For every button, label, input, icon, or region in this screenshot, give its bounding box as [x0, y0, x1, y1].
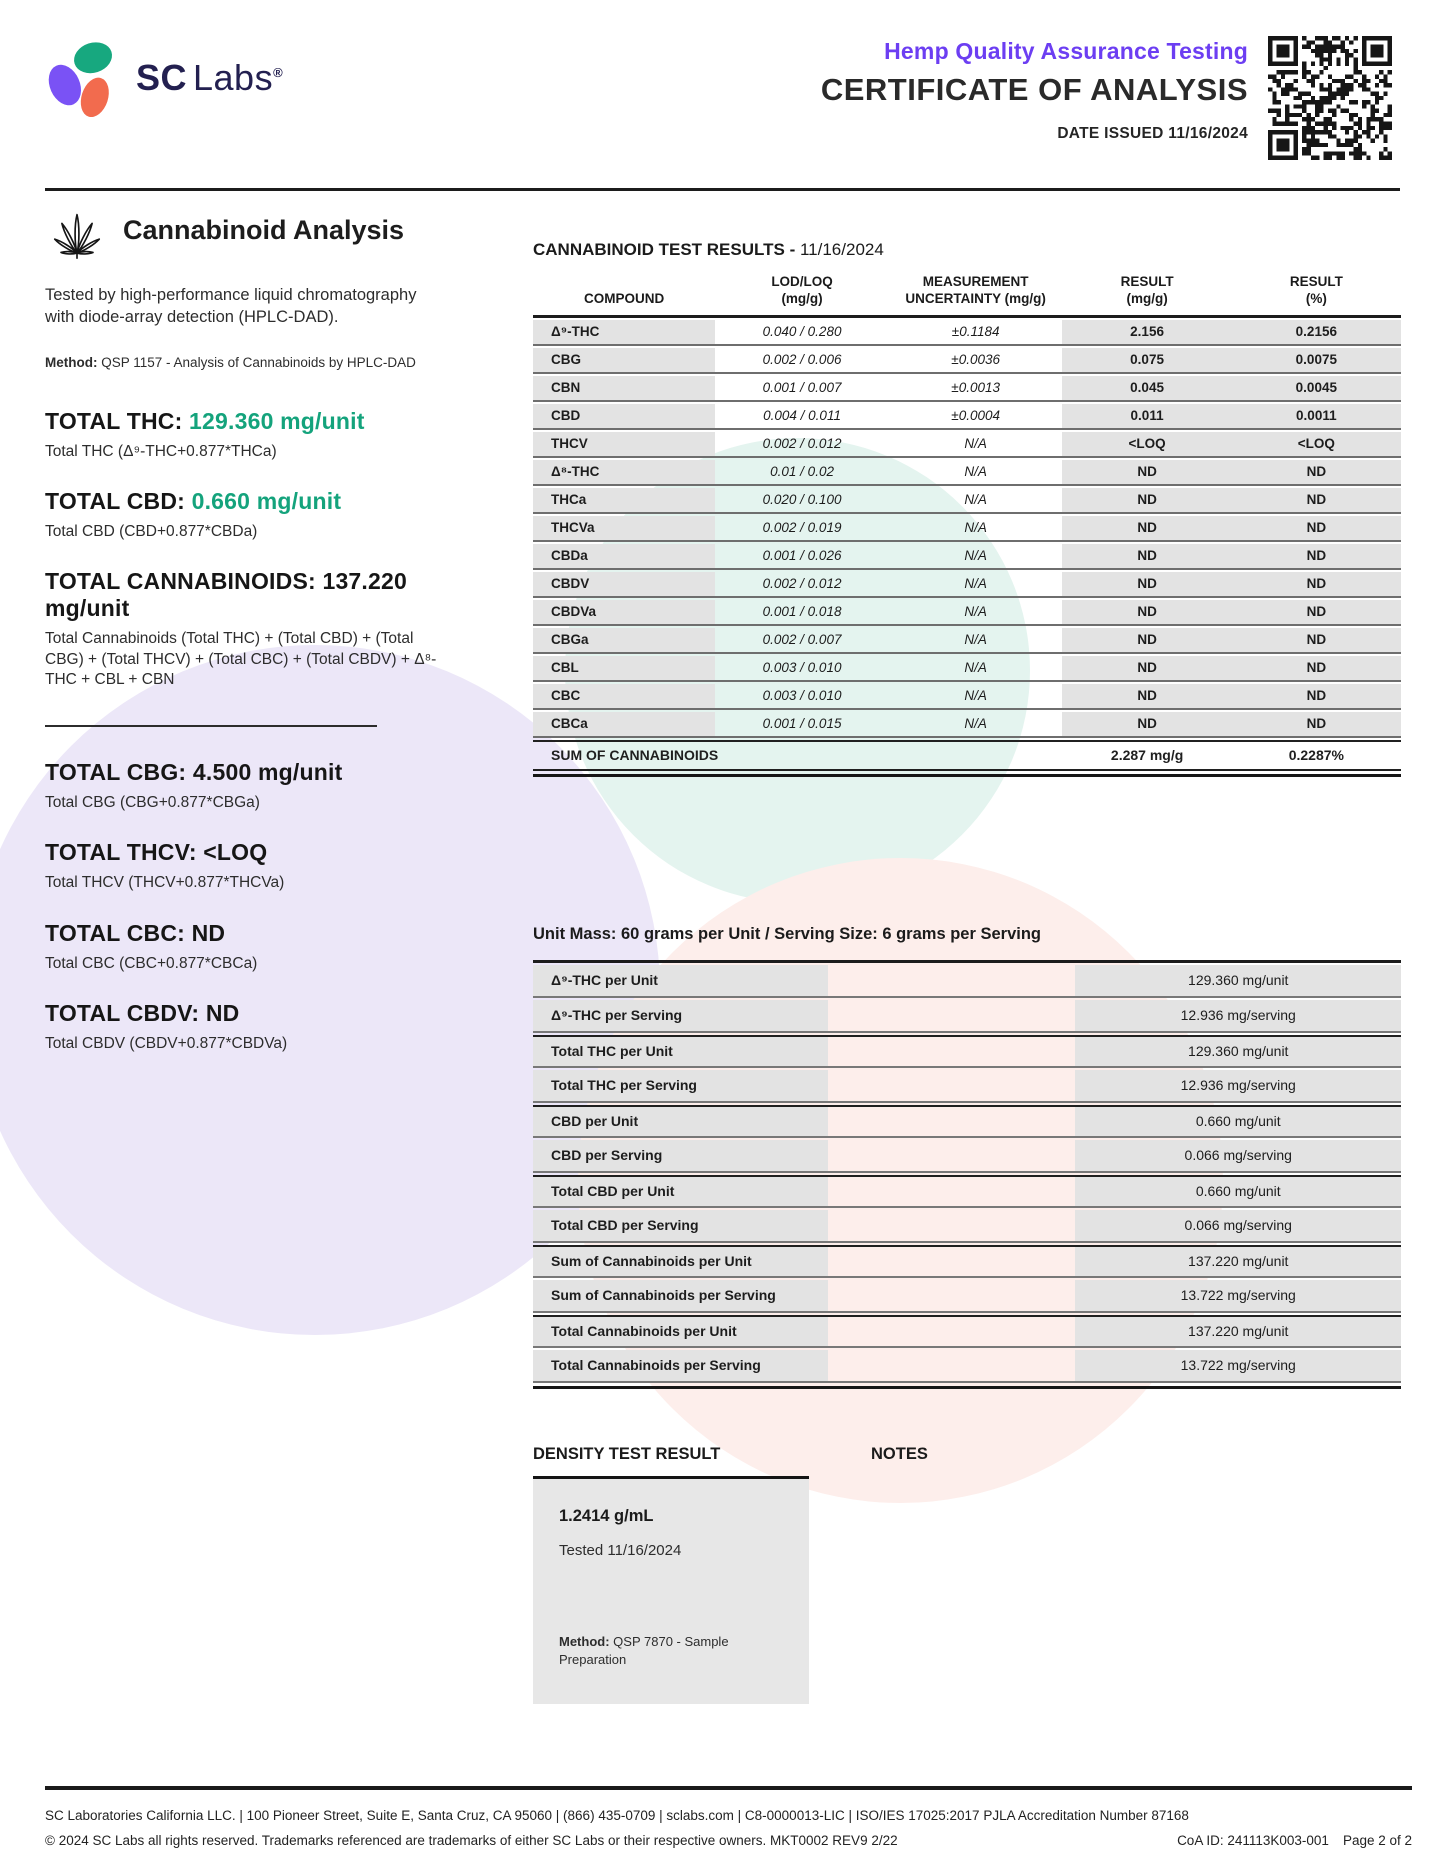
notes-slot — [871, 1445, 928, 1704]
total-label: TOTAL CBG: — [45, 758, 187, 785]
qr-code — [1268, 36, 1392, 160]
result-pct-value: ND — [1232, 572, 1401, 596]
unit-mass-spacer — [828, 965, 1075, 996]
footer-legal-line — [45, 1833, 1412, 1848]
results-panel — [533, 240, 1401, 1704]
total-heading — [45, 759, 449, 786]
uncertainty-value: N/A — [964, 716, 987, 732]
unit-mass-row — [533, 1140, 1401, 1173]
result-pct-value: ND — [1232, 544, 1401, 568]
result-pct-value: ND — [1232, 600, 1401, 624]
result-mg-value: ND — [1062, 656, 1231, 680]
results-table-row — [533, 432, 1401, 458]
result-mg-value: ND — [1062, 516, 1231, 540]
column-header-line1: RESULT — [1120, 274, 1174, 289]
lod-loq-value: 0.002 / 0.012 — [762, 576, 842, 592]
unit-mass-row — [533, 1280, 1401, 1313]
total-heading — [45, 408, 449, 435]
footer-coa-id: CoA ID: 241113K003-001 — [1177, 1833, 1329, 1848]
density-result-box — [533, 1476, 809, 1704]
unit-mass-row — [533, 965, 1401, 998]
density-notes-row — [533, 1445, 1401, 1704]
unit-mass-row — [533, 1070, 1401, 1103]
unit-mass-row — [533, 1210, 1401, 1243]
result-mg-value: ND — [1062, 572, 1231, 596]
unit-mass-value: 13.722 mg/serving — [1075, 1350, 1401, 1381]
results-table-row — [533, 572, 1401, 598]
unit-mass-row — [533, 1035, 1401, 1068]
unit-mass-label: Sum of Cannabinoids per Unit — [533, 1247, 828, 1276]
unit-mass-label: Total THC per Serving — [533, 1070, 828, 1101]
notes-heading: NOTES — [871, 1444, 928, 1463]
footer-coa-info — [1163, 1833, 1412, 1848]
logo-brand-bold: SC — [136, 57, 188, 98]
lod-loq-value: 0.002 / 0.019 — [762, 520, 842, 536]
unit-mass-spacer — [828, 1350, 1075, 1381]
result-pct-value: 0.0045 — [1232, 376, 1401, 400]
sum-result-pct: 0.2287% — [1288, 747, 1344, 764]
result-pct-value: 0.2156 — [1232, 320, 1401, 344]
cannabinoid-analysis-panel — [45, 198, 449, 1081]
uncertainty-value: N/A — [964, 520, 987, 536]
results-table-row — [533, 488, 1401, 514]
total-block — [45, 759, 449, 813]
result-mg-value: 0.045 — [1062, 376, 1231, 400]
sc-labs-logo — [42, 34, 283, 122]
unit-mass-label: Total THC per Unit — [533, 1037, 828, 1066]
unit-mass-label: Sum of Cannabinoids per Serving — [533, 1280, 828, 1311]
total-block — [45, 920, 449, 974]
results-table-row — [533, 348, 1401, 374]
column-header-line2: (%) — [1305, 290, 1327, 306]
lod-loq-value: 0.004 / 0.011 — [763, 408, 841, 424]
unit-mass-table-endline — [533, 1386, 1401, 1389]
result-mg-value: <LOQ — [1062, 432, 1231, 456]
total-value: 4.500 mg/unit — [192, 758, 343, 785]
unit-mass-value: 129.360 mg/unit — [1075, 1037, 1401, 1066]
sum-result-mg: 2.287 mg/g — [1110, 747, 1184, 764]
total-formula: Total CBG (CBG+0.877*CBGa) — [45, 793, 260, 811]
results-table-row — [533, 656, 1401, 682]
unit-mass-label: CBD per Unit — [533, 1107, 828, 1136]
lod-loq-value: 0.001 / 0.026 — [762, 548, 842, 564]
uncertainty-value: N/A — [964, 548, 987, 564]
results-table-row — [533, 684, 1401, 710]
unit-mass-spacer — [828, 1070, 1075, 1101]
unit-mass-spacer — [828, 1317, 1075, 1346]
results-table-row — [533, 404, 1401, 430]
sc-labs-logo-text — [136, 57, 283, 99]
results-table-row — [533, 544, 1401, 570]
total-value: 137.220 mg/unit — [45, 568, 407, 622]
result-mg-value: 0.011 — [1062, 404, 1231, 428]
totals-primary — [45, 408, 449, 691]
unit-mass-table — [533, 960, 1401, 1383]
total-heading — [45, 1000, 449, 1027]
result-mg-value: ND — [1062, 544, 1231, 568]
method-description: Tested by high-performance liquid chromatography with diode-array detection (HPLC-DAD). — [45, 286, 417, 327]
result-mg-value: ND — [1062, 600, 1231, 624]
compound-name: Δ⁸-THC — [533, 460, 715, 484]
lod-loq-value: 0.002 / 0.006 — [762, 352, 842, 368]
unit-mass-label: Δ⁹-THC per Serving — [533, 1000, 828, 1031]
uncertainty-value: ±0.0036 — [951, 352, 1000, 368]
uncertainty-value: N/A — [964, 660, 987, 676]
results-table-header — [533, 274, 1401, 318]
unit-mass-row — [533, 1175, 1401, 1208]
compound-name: CBDVa — [533, 600, 715, 624]
unit-mass-spacer — [828, 1247, 1075, 1276]
unit-mass-value: 0.066 mg/serving — [1075, 1140, 1401, 1171]
results-title — [533, 240, 1401, 260]
result-pct-value: 0.0075 — [1232, 348, 1401, 372]
compound-name: CBG — [533, 348, 715, 372]
compound-name: CBC — [533, 684, 715, 708]
result-mg-value: ND — [1062, 712, 1231, 736]
result-pct-value: ND — [1232, 516, 1401, 540]
sum-of-cannabinoids-row — [533, 740, 1401, 771]
unit-mass-spacer — [828, 1210, 1075, 1241]
total-heading — [45, 839, 449, 866]
result-pct-value: ND — [1232, 656, 1401, 680]
uncertainty-value: N/A — [964, 632, 987, 648]
method-text: QSP 1157 - Analysis of Cannabinoids by HPLC-DAD — [101, 354, 416, 370]
uncertainty-value: N/A — [964, 688, 987, 704]
unit-mass-label: Total CBD per Serving — [533, 1210, 828, 1241]
unit-mass-label: Total CBD per Unit — [533, 1177, 828, 1206]
density-tested-date: Tested 11/16/2024 — [559, 1541, 682, 1559]
total-formula: Total THC (Δ⁹-THC+0.877*THCa) — [45, 442, 277, 460]
column-header-line2: (mg/g) — [1126, 290, 1168, 306]
unit-mass-value: 13.722 mg/serving — [1075, 1280, 1401, 1311]
cannabis-leaf-icon — [45, 198, 109, 262]
date-issued: DATE ISSUED 11/16/2024 — [1057, 125, 1248, 142]
compound-name: CBN — [533, 376, 715, 400]
total-value: ND — [191, 919, 226, 946]
total-label: TOTAL THC: — [45, 407, 183, 434]
uncertainty-value: ±0.0004 — [951, 408, 1000, 424]
total-heading — [45, 920, 449, 947]
unit-mass-value: 12.936 mg/serving — [1075, 1070, 1401, 1101]
footer-lab-info: SC Laboratories California LLC. | 100 Pioneer Street, Suite E, Santa Cruz, CA 95060 | (866) 435-0709 | sclabs.com | C8-0000013-LIC | ISO/IES 17025:2017 PJLA Accreditation Number 87168 — [45, 1808, 1189, 1823]
unit-mass-value: 129.360 mg/unit — [1075, 965, 1401, 996]
compound-name: CBL — [533, 656, 715, 680]
total-block — [45, 408, 449, 462]
total-label: TOTAL CBDV: — [45, 1000, 200, 1027]
uncertainty-value: N/A — [964, 576, 987, 592]
column-header-line2: UNCERTAINTY (mg/g) — [905, 290, 1046, 306]
density-method-text: QSP 7870 - Sample Preparation — [559, 1633, 729, 1667]
result-pct-value: ND — [1232, 684, 1401, 708]
result-mg-value: 0.075 — [1062, 348, 1231, 372]
unit-mass-label: CBD per Serving — [533, 1140, 828, 1171]
unit-mass-spacer — [828, 1177, 1075, 1206]
total-block — [45, 839, 449, 893]
result-pct-value: ND — [1232, 460, 1401, 484]
lod-loq-value: 0.020 / 0.100 — [762, 492, 842, 508]
compound-name: THCa — [533, 488, 715, 512]
unit-mass-spacer — [828, 1280, 1075, 1311]
lod-loq-value: 0.003 / 0.010 — [762, 660, 842, 676]
unit-mass-row — [533, 1350, 1401, 1383]
left-panel-divider — [45, 725, 377, 727]
uncertainty-value: N/A — [964, 464, 987, 480]
total-formula: Total CBD (CBD+0.877*CBDa) — [45, 522, 258, 540]
total-formula: Total CBDV (CBDV+0.877*CBDVa) — [45, 1035, 288, 1053]
total-value: ND — [205, 1000, 240, 1027]
compound-name: CBGa — [533, 628, 715, 652]
compound-name: CBD — [533, 404, 715, 428]
total-heading — [45, 568, 449, 622]
lod-loq-value: 0.001 / 0.007 — [762, 380, 842, 396]
result-pct-value: ND — [1232, 628, 1401, 652]
total-value: 0.660 mg/unit — [191, 487, 342, 514]
header-divider — [45, 188, 1400, 191]
result-mg-value: ND — [1062, 684, 1231, 708]
density-method-line — [559, 1633, 783, 1669]
unit-mass-value: 0.066 mg/serving — [1075, 1210, 1401, 1241]
lod-loq-value: 0.002 / 0.012 — [762, 436, 842, 452]
unit-mass-heading: Unit Mass: 60 grams per Unit / Serving Size: 6 grams per Serving — [533, 924, 1041, 943]
total-value: <LOQ — [203, 839, 268, 866]
total-formula: Total THCV (THCV+0.877*THCVa) — [45, 874, 285, 892]
total-label: TOTAL CBD: — [45, 487, 185, 514]
method-line — [45, 355, 449, 370]
total-formula: Total Cannabinoids (Total THC) + (Total CBD) + (Total CBG) + (Total THCV) + (Total CBC) + (Total CBDV) + Δ⁸-THC + CBL + CBN — [45, 630, 437, 689]
unit-mass-value: 0.660 mg/unit — [1075, 1107, 1401, 1136]
total-block — [45, 488, 449, 542]
results-table-row — [533, 628, 1401, 654]
lod-loq-value: 0.001 / 0.015 — [762, 716, 842, 732]
total-label: TOTAL THCV: — [45, 839, 197, 866]
result-mg-value: ND — [1062, 488, 1231, 512]
results-table-row — [533, 516, 1401, 542]
total-block — [45, 1000, 449, 1054]
lod-loq-value: 0.003 / 0.010 — [762, 688, 842, 704]
total-label: TOTAL CANNABINOIDS: — [45, 568, 316, 595]
sc-labs-logo-icon — [42, 34, 130, 122]
results-title-date: 11/16/2024 — [799, 240, 884, 259]
uncertainty-value: N/A — [964, 436, 987, 452]
column-header — [533, 291, 715, 308]
column-header-line2: (mg/g) — [781, 290, 823, 306]
density-slot — [533, 1445, 809, 1704]
uncertainty-value: ±0.1184 — [951, 324, 1000, 340]
unit-mass-spacer — [828, 1000, 1075, 1031]
unit-mass-value: 137.220 mg/unit — [1075, 1317, 1401, 1346]
unit-mass-value: 0.660 mg/unit — [1075, 1177, 1401, 1206]
unit-mass-row — [533, 1245, 1401, 1278]
unit-mass-row — [533, 1000, 1401, 1033]
compound-name: THCVa — [533, 516, 715, 540]
result-pct-value: 0.0011 — [1232, 404, 1401, 428]
footer-copyright: © 2024 SC Labs all rights reserved. Trademarks referenced are trademarks of either SC Labs or their respective owners. MKT0002 REV9 2/22 — [45, 1833, 898, 1848]
unit-mass-value: 137.220 mg/unit — [1075, 1247, 1401, 1276]
lod-loq-value: 0.001 / 0.018 — [762, 604, 842, 620]
results-table-body — [533, 320, 1401, 738]
results-title-bold: CANNABINOID TEST RESULTS - — [533, 240, 796, 259]
total-heading — [45, 488, 449, 515]
density-heading: DENSITY TEST RESULT — [533, 1444, 721, 1463]
compound-name: CBDV — [533, 572, 715, 596]
logo-brand-light: Labs — [193, 57, 274, 98]
total-value: 129.360 mg/unit — [189, 407, 365, 434]
column-header-line1: COMPOUND — [584, 290, 665, 306]
registered-mark: ® — [273, 65, 284, 80]
total-formula: Total CBC (CBC+0.877*CBCa) — [45, 954, 258, 972]
column-header — [1232, 274, 1401, 308]
result-pct-value: ND — [1232, 712, 1401, 736]
results-table-row — [533, 460, 1401, 486]
lod-loq-value: 0.040 / 0.280 — [762, 324, 842, 340]
totals-secondary — [45, 759, 449, 1055]
density-method-label: Method: — [559, 1633, 610, 1649]
results-table-endline — [533, 774, 1401, 777]
compound-name: THCV — [533, 432, 715, 456]
total-block — [45, 568, 449, 690]
method-label: Method: — [45, 354, 98, 370]
total-label: TOTAL CBC: — [45, 919, 185, 946]
column-header-line1: RESULT — [1289, 274, 1343, 289]
results-table-row — [533, 712, 1401, 738]
uncertainty-value: ±0.0013 — [951, 380, 1000, 396]
footer-page-number: Page 2 of 2 — [1342, 1833, 1412, 1848]
result-mg-value: ND — [1062, 460, 1231, 484]
column-header-line1: LOD/LOQ — [771, 274, 833, 289]
unit-mass-row — [533, 1315, 1401, 1348]
results-table-row — [533, 320, 1401, 346]
column-header — [1062, 274, 1231, 308]
uncertainty-value: N/A — [964, 492, 987, 508]
lod-loq-value: 0.002 / 0.007 — [762, 632, 842, 648]
density-result-value: 1.2414 g/mL — [559, 1506, 654, 1525]
header-titles — [821, 38, 1248, 143]
result-mg-value: 2.156 — [1062, 320, 1231, 344]
column-header-line1: MEASUREMENT — [922, 274, 1029, 289]
footer-divider — [45, 1786, 1412, 1790]
column-header — [889, 274, 1063, 308]
unit-mass-spacer — [828, 1140, 1075, 1171]
compound-name: Δ⁹-THC — [533, 320, 715, 344]
column-header — [715, 274, 889, 308]
result-pct-value: <LOQ — [1232, 432, 1401, 456]
compound-name: CBCa — [533, 712, 715, 736]
section-title: Cannabinoid Analysis — [123, 214, 405, 245]
unit-mass-value: 12.936 mg/serving — [1075, 1000, 1401, 1031]
unit-mass-label: Total Cannabinoids per Unit — [533, 1317, 828, 1346]
unit-mass-spacer — [828, 1037, 1075, 1066]
program-title: Hemp Quality Assurance Testing — [884, 38, 1248, 64]
footer — [45, 1786, 1412, 1848]
results-table-row — [533, 600, 1401, 626]
lod-loq-value: 0.01 / 0.02 — [770, 464, 834, 480]
uncertainty-value: N/A — [964, 604, 987, 620]
results-table-row — [533, 376, 1401, 402]
unit-mass-row — [533, 1105, 1401, 1138]
compound-name: CBDa — [533, 544, 715, 568]
unit-mass-label: Δ⁹-THC per Unit — [533, 965, 828, 996]
unit-mass-spacer — [828, 1107, 1075, 1136]
result-pct-value: ND — [1232, 488, 1401, 512]
unit-mass-label: Total Cannabinoids per Serving — [533, 1350, 828, 1381]
document-title: CERTIFICATE OF ANALYSIS — [820, 72, 1248, 107]
sum-label: SUM OF CANNABINOIDS — [551, 747, 719, 764]
result-mg-value: ND — [1062, 628, 1231, 652]
